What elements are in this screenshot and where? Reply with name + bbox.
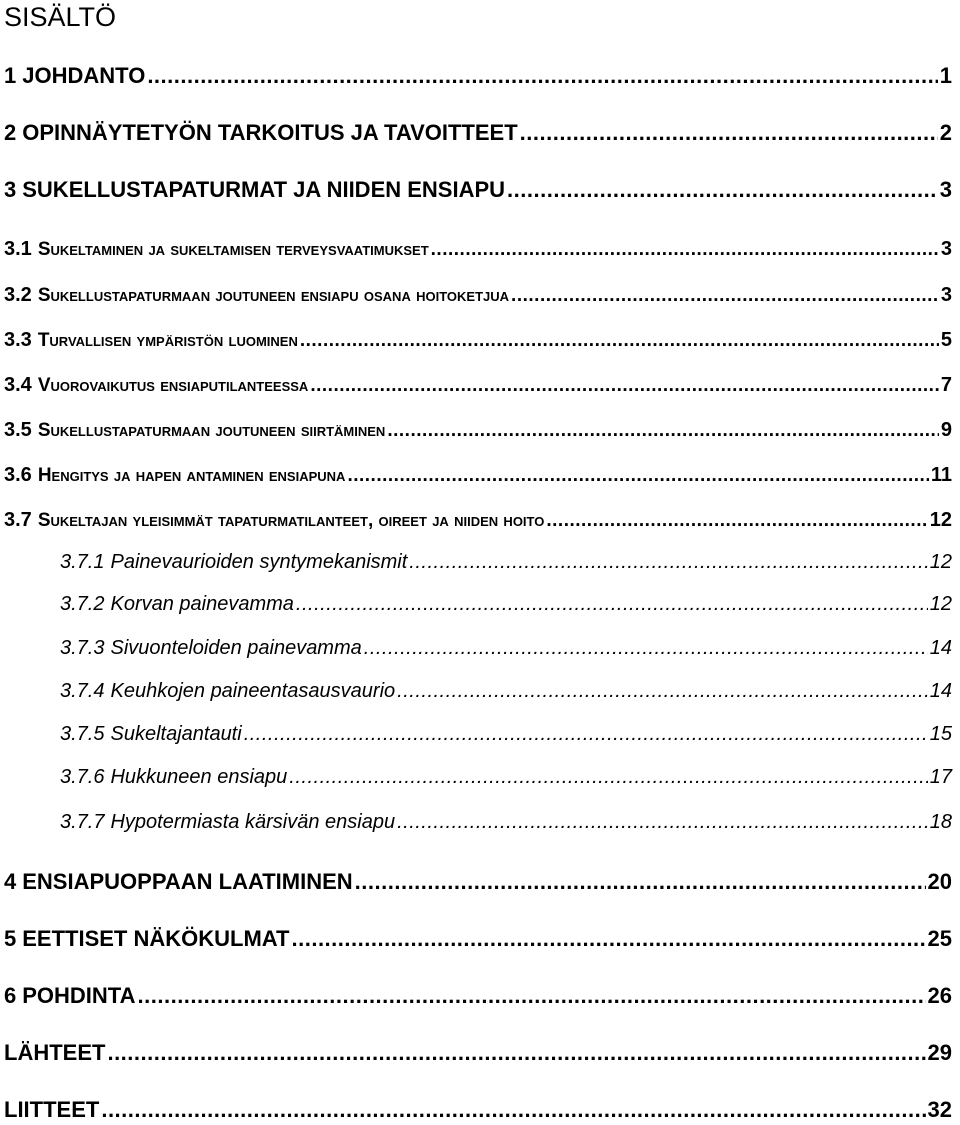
toc-entry-1[interactable] bbox=[4, 61, 952, 91]
dot-leader bbox=[397, 807, 928, 837]
section-number: 3.1 bbox=[4, 238, 32, 260]
dot-leader bbox=[296, 589, 928, 619]
toc-entry-appendices[interactable] bbox=[4, 1095, 952, 1125]
toc-entry-3-7-1[interactable] bbox=[60, 547, 952, 577]
page-number: 9 bbox=[940, 419, 952, 441]
dot-leader bbox=[138, 981, 926, 1011]
page-number: 12 bbox=[929, 509, 952, 531]
section-number: 3.7.2 bbox=[60, 593, 105, 615]
section-number: 3.7 bbox=[4, 509, 32, 531]
page-number: 18 bbox=[929, 811, 952, 833]
section-title: Hukkuneen ensiapu bbox=[110, 766, 288, 788]
section-title: Turvallisen ympäristön luominen bbox=[37, 330, 298, 351]
dot-leader bbox=[520, 118, 938, 148]
section-title: POHDINTA bbox=[22, 983, 136, 1008]
section-title: Sukeltaminen ja sukeltamisen terveysvaatimukset bbox=[37, 239, 429, 260]
toc-entry-6[interactable] bbox=[4, 981, 952, 1011]
section-title: LIITTEET bbox=[4, 1097, 100, 1122]
toc-entry-5[interactable] bbox=[4, 924, 952, 954]
dot-leader bbox=[347, 461, 928, 491]
section-title: Sukellustapaturmaan joutuneen siirtäminen bbox=[37, 420, 386, 441]
section-title: Sukellustapaturmaan joutuneen ensiapu osana hoitoketjua bbox=[37, 285, 510, 306]
section-number: 1 bbox=[4, 63, 17, 88]
section-number: 4 bbox=[4, 869, 17, 894]
dot-leader bbox=[511, 281, 939, 311]
toc-entry-3-7-5[interactable] bbox=[60, 719, 952, 749]
page-number: 2 bbox=[939, 120, 952, 145]
page-number: 7 bbox=[940, 374, 952, 396]
section-number: 6 bbox=[4, 983, 17, 1008]
section-number: 3.7.1 bbox=[60, 551, 105, 573]
section-title: Hypotermiasta kärsivän ensiapu bbox=[110, 811, 396, 833]
toc-entry-3-3[interactable] bbox=[4, 325, 952, 356]
section-number: 3.7.4 bbox=[60, 680, 105, 702]
section-title: Sukeltajantauti bbox=[110, 723, 242, 745]
page-number: 3 bbox=[939, 177, 952, 202]
toc-entry-references[interactable] bbox=[4, 1038, 952, 1068]
dot-leader bbox=[147, 61, 937, 91]
section-number: 3.7.3 bbox=[60, 637, 105, 659]
section-title: LÄHTEET bbox=[4, 1040, 106, 1065]
section-number: 3 bbox=[4, 177, 17, 202]
toc-title: SISÄLTÖ bbox=[4, 2, 117, 32]
section-title: OPINNÄYTETYÖN TARKOITUS JA TAVOITTEET bbox=[22, 120, 518, 145]
page-number: 32 bbox=[927, 1097, 952, 1122]
toc-entry-3-4[interactable] bbox=[4, 370, 952, 401]
page-number: 26 bbox=[927, 983, 952, 1008]
section-title: Vuorovaikutus ensiaputilanteessa bbox=[37, 375, 309, 396]
section-title: EETTISET NÄKÖKULMAT bbox=[22, 926, 290, 951]
toc-entry-3-1[interactable] bbox=[4, 234, 952, 265]
dot-leader bbox=[397, 676, 928, 706]
page-number: 11 bbox=[930, 464, 952, 486]
section-number: 3.2 bbox=[4, 284, 32, 306]
dot-leader bbox=[431, 235, 939, 265]
section-title: Hengitys ja hapen antaminen ensiapuna bbox=[37, 465, 346, 486]
toc-entry-3-7-7[interactable] bbox=[60, 807, 952, 837]
section-number: 3.6 bbox=[4, 464, 32, 486]
toc-entry-3-7[interactable] bbox=[4, 505, 952, 536]
section-number: 3.3 bbox=[4, 329, 32, 351]
toc-entry-3-7-4[interactable] bbox=[60, 676, 952, 706]
section-title: Keuhkojen paineentasausvaurio bbox=[110, 680, 396, 702]
page-number: 12 bbox=[929, 593, 952, 615]
dot-leader bbox=[244, 719, 928, 749]
toc-entry-3-7-2[interactable] bbox=[60, 589, 952, 619]
page-number: 3 bbox=[940, 238, 952, 260]
toc-entry-3-2[interactable] bbox=[4, 280, 952, 311]
dot-leader bbox=[289, 762, 927, 792]
page-number: 1 bbox=[939, 63, 952, 88]
toc-entry-4[interactable] bbox=[4, 867, 952, 897]
dot-leader bbox=[107, 1038, 925, 1068]
section-title: SUKELLUSTAPATURMAT JA NIIDEN ENSIAPU bbox=[22, 177, 506, 202]
page-number: 14 bbox=[929, 637, 952, 659]
section-number: 3.4 bbox=[4, 374, 32, 396]
section-title: Painevaurioiden syntymekanismit bbox=[110, 551, 408, 573]
section-number: 3.5 bbox=[4, 419, 32, 441]
section-title: Korvan painevamma bbox=[110, 593, 294, 615]
page-number: 15 bbox=[929, 723, 952, 745]
page-number: 14 bbox=[929, 680, 952, 702]
toc-entry-3-6[interactable] bbox=[4, 460, 952, 491]
section-number: 2 bbox=[4, 120, 17, 145]
dot-leader bbox=[101, 1095, 925, 1125]
page-number: 29 bbox=[927, 1040, 952, 1065]
toc-entry-3[interactable] bbox=[4, 175, 952, 205]
dot-leader bbox=[364, 633, 928, 663]
page-number: 3 bbox=[940, 284, 952, 306]
dot-leader bbox=[507, 175, 938, 205]
toc-entry-3-7-6[interactable] bbox=[60, 762, 952, 792]
dot-leader bbox=[310, 371, 939, 401]
page-number: 17 bbox=[929, 766, 952, 788]
section-title: Sivuonteloiden painevamma bbox=[110, 637, 362, 659]
toc-entry-3-7-3[interactable] bbox=[60, 633, 952, 663]
page-number: 5 bbox=[940, 329, 952, 351]
dot-leader bbox=[292, 924, 926, 954]
section-title: JOHDANTO bbox=[22, 63, 146, 88]
section-title: ENSIAPUOPPAAN LAATIMINEN bbox=[22, 869, 353, 894]
dot-leader bbox=[300, 326, 939, 356]
page-number: 20 bbox=[927, 869, 952, 894]
page-number: 12 bbox=[929, 551, 952, 573]
section-title: Sukeltajan yleisimmät tapaturmatilanteet, oireet ja niiden hoito bbox=[37, 510, 545, 531]
toc-entry-3-5[interactable] bbox=[4, 415, 952, 446]
dot-leader bbox=[546, 506, 927, 536]
section-number: 3.7.5 bbox=[60, 723, 105, 745]
section-number: 5 bbox=[4, 926, 17, 951]
section-number: 3.7.7 bbox=[60, 811, 105, 833]
page-number: 25 bbox=[927, 926, 952, 951]
dot-leader bbox=[409, 547, 927, 577]
section-number: 3.7.6 bbox=[60, 766, 105, 788]
dot-leader bbox=[355, 867, 926, 897]
toc-entry-2[interactable] bbox=[4, 118, 952, 148]
dot-leader bbox=[387, 416, 939, 446]
